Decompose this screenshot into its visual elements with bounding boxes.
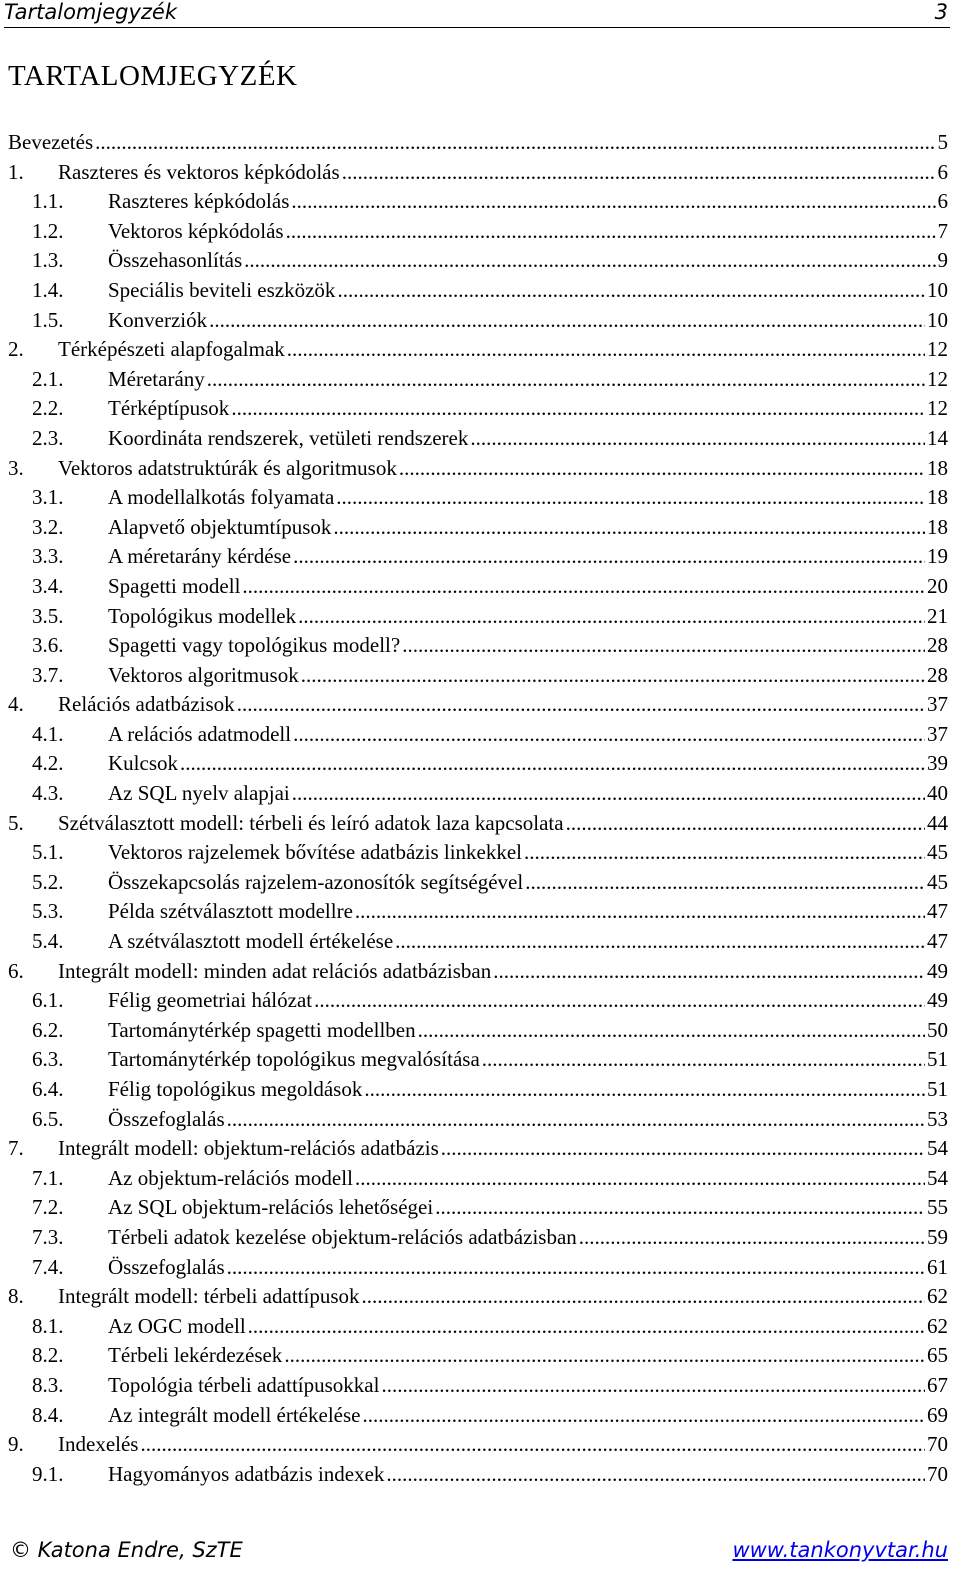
toc-entry[interactable] [8,661,948,691]
toc-entry-label: Kulcsok [108,751,178,776]
toc-dot-leader [209,306,925,336]
toc-entry[interactable] [8,1105,948,1135]
toc-dot-leader [333,513,925,543]
toc-entry-page: 51 [927,1077,948,1101]
toc-entry-page: 54 [927,1165,948,1190]
toc-entry-number: 9. [8,1432,24,1457]
toc-entry-number: 3. [8,455,24,480]
toc-entry-page: 12 [927,337,948,362]
toc-entry-page: 28 [927,662,948,687]
toc-entry[interactable] [8,483,948,513]
toc-entry[interactable] [8,986,948,1016]
toc-entry[interactable] [8,720,948,750]
toc-entry-label: Az objektum-relációs modell [108,1165,353,1190]
toc-dot-leader [381,1371,925,1401]
toc-dot-leader [287,335,925,365]
toc-dot-leader [336,483,925,513]
toc-entry[interactable] [8,1223,948,1253]
toc-dot-leader [140,1430,925,1460]
toc-entry[interactable] [8,1371,948,1401]
toc-entry[interactable] [8,1282,948,1312]
toc-entry-label: Térképészeti alapfogalmak [58,337,285,362]
toc-dot-leader [227,1253,925,1283]
toc-entry-page: 65 [927,1343,948,1368]
toc-dot-leader [286,217,936,247]
toc-dot-leader [525,868,925,898]
toc-dot-leader [355,1164,925,1194]
toc-entry[interactable] [8,246,948,276]
toc-dot-leader [244,246,935,276]
toc-entry-page: 28 [927,633,948,658]
toc-entry-label: Félig geometriai hálózat [108,988,313,1013]
toc-entry[interactable] [8,454,948,484]
toc-dot-leader [435,1193,925,1223]
toc-entry-number: 5.2. [32,869,64,894]
toc-entry-number: 5.1. [32,840,64,865]
toc-entry-number: 7.1. [32,1165,64,1190]
toc-entry[interactable] [8,1045,948,1075]
toc-dot-leader [402,631,925,661]
toc-entry-page: 21 [927,603,948,628]
toc-entry[interactable] [8,1430,948,1460]
toc-entry[interactable] [8,838,948,868]
toc-entry-page: 55 [927,1195,948,1220]
toc-entry-label: Félig topológikus megoldások [108,1077,363,1101]
toc-entry[interactable] [8,513,948,543]
toc-entry-page: 62 [927,1284,948,1309]
toc-entry[interactable] [8,868,948,898]
toc-entry-label: A modellalkotás folyamata [108,485,335,510]
table-of-contents [8,128,948,1489]
toc-entry-label: Koordináta rendszerek, vetületi rendszerek [108,425,469,450]
toc-entry-page: 69 [927,1402,948,1427]
toc-entry-page: 53 [927,1106,948,1131]
toc-dot-leader [342,158,936,188]
toc-entry[interactable] [8,217,948,247]
toc-entry-number: 3.3. [32,544,64,569]
toc-dot-leader [337,276,925,306]
toc-entry-number: 6. [8,958,24,983]
toc-dot-leader [364,1075,925,1105]
toc-entry-number: 7.3. [32,1224,64,1249]
toc-entry-number: 3.7. [32,662,64,687]
toc-entry-label: Az SQL objektum-relációs lehetőségei [108,1195,434,1220]
toc-entry-page: 59 [927,1224,948,1249]
toc-entry[interactable] [8,602,948,632]
toc-dot-leader [566,809,925,839]
toc-entry-page: 40 [927,781,948,806]
toc-entry-page: 20 [927,573,948,598]
toc-dot-leader [292,779,925,809]
toc-dot-leader [237,690,925,720]
toc-entry-number: 3.4. [32,573,64,598]
page-footer [0,1532,960,1572]
toc-entry-page: 61 [927,1254,948,1279]
toc-entry-number: 4. [8,692,24,717]
toc-entry-number: 2.2. [32,396,64,421]
toc-entry[interactable] [8,1253,948,1283]
toc-entry-number: 5.4. [32,929,64,954]
toc-entry-label: Topológia térbeli adattípusokkal [108,1372,380,1397]
toc-entry-page: 9 [937,248,948,273]
toc-entry-label: A méretarány kérdése [108,544,292,569]
toc-entry-number: 6.5. [32,1106,64,1131]
toc-entry[interactable] [8,1312,948,1342]
toc-entry-number: 4.1. [32,721,64,746]
toc-entry-label: Integrált modell: térbeli adattípusok [58,1284,360,1309]
toc-entry-page: 14 [927,425,948,450]
toc-entry[interactable] [8,572,948,602]
toc-entry-page: 37 [927,721,948,746]
toc-entry-label: Raszteres képkódolás [108,189,290,214]
toc-entry-number: 6.3. [32,1047,64,1072]
toc-entry-label: Relációs adatbázisok [58,692,235,717]
toc-dot-leader [441,1134,925,1164]
toc-entry-page: 70 [927,1432,948,1457]
toc-entry-label: Speciális beviteli eszközök [108,277,336,302]
toc-entry-number: 9.1. [32,1461,64,1486]
page-title: TARTALOMJEGYZÉK [8,60,298,92]
toc-entry[interactable] [8,897,948,927]
toc-dot-leader [418,1016,925,1046]
toc-entry[interactable] [8,1193,948,1223]
toc-entry-label: Méretarány [108,366,205,391]
toc-entry-label: Példa szétválasztott modellre [108,899,353,924]
toc-entry-number: 3.6. [32,633,64,658]
toc-entry[interactable] [8,1460,948,1490]
toc-entry[interactable] [8,1075,948,1105]
toc-dot-leader [207,365,925,395]
toc-dot-leader [293,720,925,750]
toc-entry-number: 8. [8,1284,24,1309]
toc-entry-page: 47 [927,899,948,924]
toc-entry-page: 45 [927,840,948,865]
toc-entry-number: 8.3. [32,1372,64,1397]
toc-entry-label: Szétválasztott modell: térbeli és leíró adatok laza kapcsolata [58,810,564,835]
toc-entry-number: 8.2. [32,1343,64,1368]
toc-entry-page: 12 [927,366,948,391]
toc-dot-leader [231,394,925,424]
toc-entry-label: A relációs adatmodell [108,721,292,746]
toc-entry-page: 47 [927,929,948,954]
toc-entry-page: 62 [927,1313,948,1338]
toc-entry-page: 10 [927,307,948,332]
toc-entry[interactable] [8,394,948,424]
toc-dot-leader [180,749,925,779]
toc-entry-label: Az SQL nyelv alapjai [108,781,290,806]
toc-entry-label: Térbeli lekérdezések [108,1343,283,1368]
toc-entry[interactable] [8,749,948,779]
toc-dot-leader [242,572,925,602]
header-page-number: 3 [934,0,948,24]
toc-dot-leader [399,454,925,484]
toc-entry-number: 1.2. [32,218,64,243]
toc-entry-label: Térbeli adatok kezelése objektum-relációs adatbázisban [108,1224,577,1249]
toc-entry-number: 6.4. [32,1077,64,1101]
toc-entry-label: Tartománytérkép spagetti modellben [108,1017,416,1042]
toc-entry-page: 19 [927,544,948,569]
toc-entry-number: 1.5. [32,307,64,332]
toc-entry[interactable] [8,690,948,720]
toc-entry-label: Indexelés [58,1432,139,1457]
header-title: Tartalomjegyzék [4,0,177,24]
toc-dot-leader [493,957,925,987]
toc-entry-number: 3.2. [32,514,64,539]
toc-entry-label: Tartománytérkép topológikus megvalósítása [108,1047,480,1072]
toc-entry-label: Az integrált modell értékelése [108,1402,361,1427]
page-header [4,0,950,28]
toc-entry-label: A szétválasztott modell értékelése [108,929,394,954]
toc-dot-leader [579,1223,925,1253]
toc-entry[interactable] [8,957,948,987]
toc-entry-number: 8.4. [32,1402,64,1427]
toc-entry-number: 8.1. [32,1313,64,1338]
toc-entry[interactable] [8,1016,948,1046]
toc-entry-number: 4.3. [32,781,64,806]
toc-entry-label: Összefoglalás [108,1106,225,1131]
toc-entry-page: 49 [927,958,948,983]
toc-dot-leader [482,1045,925,1075]
toc-entry-label: Integrált modell: minden adat relációs adatbázisban [58,958,492,983]
toc-dot-leader [227,1105,925,1135]
toc-entry-number: 7.4. [32,1254,64,1279]
toc-entry-label: Topológikus modellek [108,603,297,628]
toc-entry[interactable] [8,1134,948,1164]
toc-entry-label: Spagetti vagy topológikus modell? [108,633,401,658]
toc-dot-leader [95,128,935,158]
toc-entry-page: 18 [927,455,948,480]
toc-entry-number: 6.1. [32,988,64,1013]
toc-entry-number: 2.3. [32,425,64,450]
toc-entry-label: Bevezetés [8,130,94,154]
toc-entry-number: 5. [8,810,24,835]
toc-dot-leader [362,1401,925,1431]
toc-entry-number: 3.1. [32,485,64,510]
toc-entry-label: Összefoglalás [108,1254,225,1279]
toc-entry-page: 37 [927,692,948,717]
toc-entry[interactable] [8,276,948,306]
toc-entry-page: 67 [927,1372,948,1397]
toc-entry[interactable] [8,187,948,217]
toc-entry-label: Konverziók [108,307,208,332]
toc-entry-label: Spagetti modell [108,573,241,598]
toc-entry-page: 12 [927,396,948,421]
toc-entry-number: 2.1. [32,366,64,391]
toc-entry-number: 1.3. [32,248,64,273]
toc-dot-leader [524,838,925,868]
toc-entry-number: 5.3. [32,899,64,924]
toc-entry-page: 50 [927,1017,948,1042]
toc-entry-label: Hagyományos adatbázis indexek [108,1461,385,1486]
toc-dot-leader [355,897,925,927]
toc-entry-number: 7. [8,1136,24,1161]
toc-entry[interactable] [8,306,948,336]
toc-entry-number: 1. [8,159,24,184]
toc-entry-page: 6 [937,159,948,184]
toc-dot-leader [470,424,925,454]
toc-entry-label: Vektoros adatstruktúrák és algoritmusok [58,455,397,480]
toc-dot-leader [314,986,925,1016]
toc-entry-label: Az OGC modell [108,1313,246,1338]
toc-entry[interactable] [8,779,948,809]
toc-entry[interactable] [8,365,948,395]
toc-entry[interactable] [8,424,948,454]
toc-entry-page: 6 [937,189,948,214]
toc-entry-label: Vektoros rajzelemek bővítése adatbázis linkekkel [108,840,523,865]
toc-entry-label: Vektoros képkódolás [108,218,284,243]
toc-entry[interactable] [8,1341,948,1371]
toc-entry-label: Vektoros algoritmusok [108,662,299,687]
toc-entry[interactable] [8,128,948,158]
toc-entry-page: 54 [927,1136,948,1161]
toc-entry-page: 51 [927,1047,948,1072]
toc-entry-label: Összehasonlítás [108,248,243,273]
footer-link[interactable]: www.tankonyvtar.hu [732,1538,948,1562]
toc-entry-number: 3.5. [32,603,64,628]
toc-entry-page: 70 [927,1461,948,1486]
toc-entry[interactable] [8,1401,948,1431]
toc-dot-leader [293,542,925,572]
toc-entry-number: 4.2. [32,751,64,776]
toc-entry-label: Raszteres és vektoros képkódolás [58,159,340,184]
toc-entry-page: 18 [927,485,948,510]
toc-entry-number: 1.4. [32,277,64,302]
toc-dot-leader [362,1282,926,1312]
toc-entry-number: 6.2. [32,1017,64,1042]
toc-entry-number: 7.2. [32,1195,64,1220]
toc-entry-label: Alapvető objektumtípusok [108,514,332,539]
toc-dot-leader [284,1341,925,1371]
toc-entry-page: 10 [927,277,948,302]
toc-dot-leader [386,1460,925,1490]
toc-dot-leader [395,927,925,957]
toc-entry[interactable] [8,631,948,661]
toc-dot-leader [291,187,935,217]
footer-author: © Katona Endre, SzTE [10,1538,243,1562]
toc-entry-page: 44 [927,810,948,835]
toc-entry-page: 45 [927,869,948,894]
toc-entry[interactable] [8,335,948,365]
toc-entry[interactable] [8,1164,948,1194]
toc-entry-label: Integrált modell: objektum-relációs adatbázis [58,1136,439,1161]
toc-entry[interactable] [8,542,948,572]
toc-entry[interactable] [8,158,948,188]
toc-entry-label: Összekapcsolás rajzelem-azonosítók segítségével [108,869,524,894]
toc-entry-number: 2. [8,337,24,362]
toc-entry-page: 39 [927,751,948,776]
toc-entry[interactable] [8,927,948,957]
toc-entry-number: 1.1. [32,189,64,214]
toc-dot-leader [298,602,925,632]
toc-entry[interactable] [8,809,948,839]
toc-entry-page: 5 [937,130,948,154]
toc-entry-label: Térképtípusok [108,396,230,421]
toc-entry-page: 18 [927,514,948,539]
toc-dot-leader [248,1312,925,1342]
toc-dot-leader [301,661,925,691]
toc-entry-page: 7 [937,218,948,243]
toc-entry-page: 49 [927,988,948,1013]
